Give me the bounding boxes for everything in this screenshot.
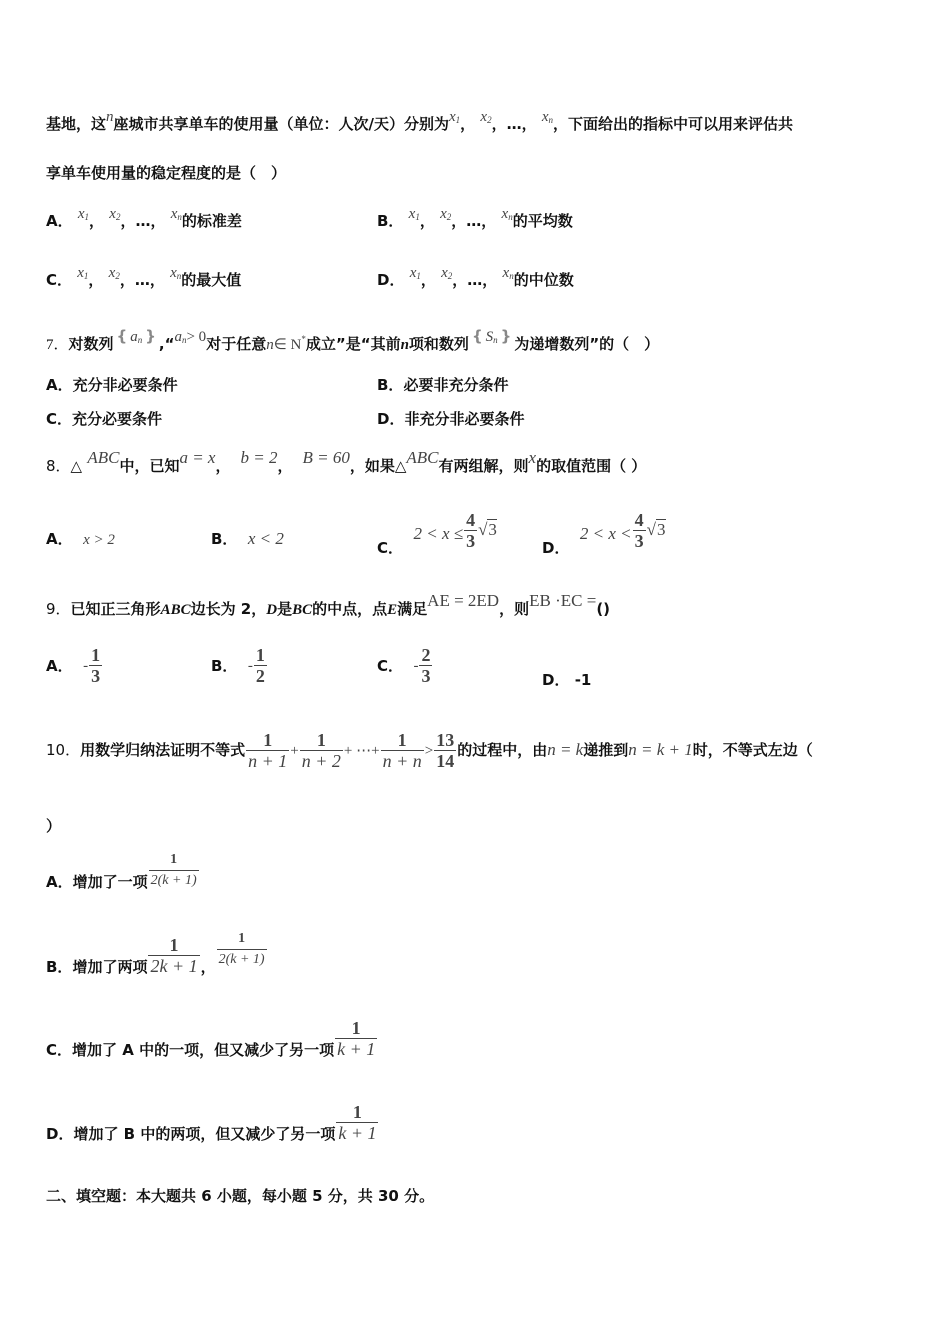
q6-option-a[interactable]: A． $x_1$， $x_2$，…， $x_n$的标准差	[46, 206, 242, 230]
q10-option-c[interactable]: C．增加了 A 中的一项，但又减少了另一项 $\frac{1}{k + 1}$	[46, 1018, 376, 1059]
q10-stem-close: ）	[46, 817, 62, 835]
q9-stem: 9．已知正三角形ABC边长为 2，D是BC的中点，点E满足AE = 2ED，则EB ·EC =()	[46, 591, 611, 618]
q6-option-c[interactable]: C． $x_1$， $x_2$，…， $x_n$的最大值	[46, 265, 242, 289]
q6-line1: 基地，这n座城市共享单车的使用量（单位：人次/天）分别为$x_1$， $x_2$，…， $x_n$，下面给出的指标中可以用来评估共	[46, 109, 794, 133]
var-n: n	[106, 109, 114, 125]
q7-option-a[interactable]: A．充分非必要条件	[46, 376, 178, 394]
q8-option-d[interactable]: D． 2 < x < $\frac{4}{3}$ √3	[542, 510, 666, 557]
q9-option-a[interactable]: A． - $\frac{1}{3}$	[46, 645, 101, 686]
q8-stem: 8．△ ABC中，已知a = x， b = 2， B = 60，如果△ABC有两组解，则x的取值范围（ ）	[46, 448, 647, 475]
q10-option-d[interactable]: D．增加了 B 中的两项，但又减少了另一项 $\frac{1}{k + 1}$	[46, 1102, 377, 1143]
q7-option-c[interactable]: C．充分必要条件	[46, 410, 163, 428]
q8-option-c[interactable]: C． 2 < x ≤ $\frac{4}{3}$ √3	[377, 510, 497, 557]
q8-option-a[interactable]: A． x > 2	[46, 530, 115, 548]
q6-option-d[interactable]: D． $x_1$， $x_2$，…， $x_n$的中位数	[377, 265, 574, 289]
q7-stem: 7．对数列 { $a_n$ } $,“a_n> 0$对于任意n∈ N*成立”是“其前n项和数列 { $S_n$ } 为递增数列”的（ ）	[46, 327, 660, 353]
xn: $x_n$	[541, 109, 554, 125]
q7-option-b[interactable]: B．必要非充分条件	[377, 376, 509, 394]
x1: $x_1$	[449, 109, 461, 125]
q10-stem: 10．用数学归纳法证明不等式 $\frac{1}{n + 1}$ + $\frac{1}{n + 2}$ + ⋯+ $\frac{1}{n + n}$ > $\frac{13}{14}$ 的过程中，由n = k递推到n = k + 1时，不等式左边（	[46, 730, 813, 771]
q6-option-b[interactable]: B． $x_1$， $x_2$，…， $x_n$的平均数	[377, 206, 573, 230]
section-heading: 二、填空题：本大题共 6 小题，每小题 5 分，共 30 分。	[46, 1187, 435, 1205]
q9-option-d[interactable]: D． -1	[542, 671, 592, 689]
x2: $x_2$	[480, 109, 492, 125]
q9-option-b[interactable]: B． - $\frac{1}{2}$	[211, 645, 265, 686]
q7-option-d[interactable]: D．非充分非必要条件	[377, 410, 525, 428]
q6-line2: 享单车使用量的稳定程度的是（ ）	[46, 164, 287, 182]
q8-option-b[interactable]: B． x < 2	[211, 529, 284, 548]
q10-option-a[interactable]: A．增加了一项 $\frac{1}{2(k + 1)}$	[46, 852, 197, 891]
q9-option-c[interactable]: C． - $\frac{2}{3}$	[377, 645, 431, 686]
q10-option-b[interactable]: B．增加了两项 $\frac{1}{2k + 1}$ ， $\frac{1}{2(k + 1)}$	[46, 931, 265, 976]
